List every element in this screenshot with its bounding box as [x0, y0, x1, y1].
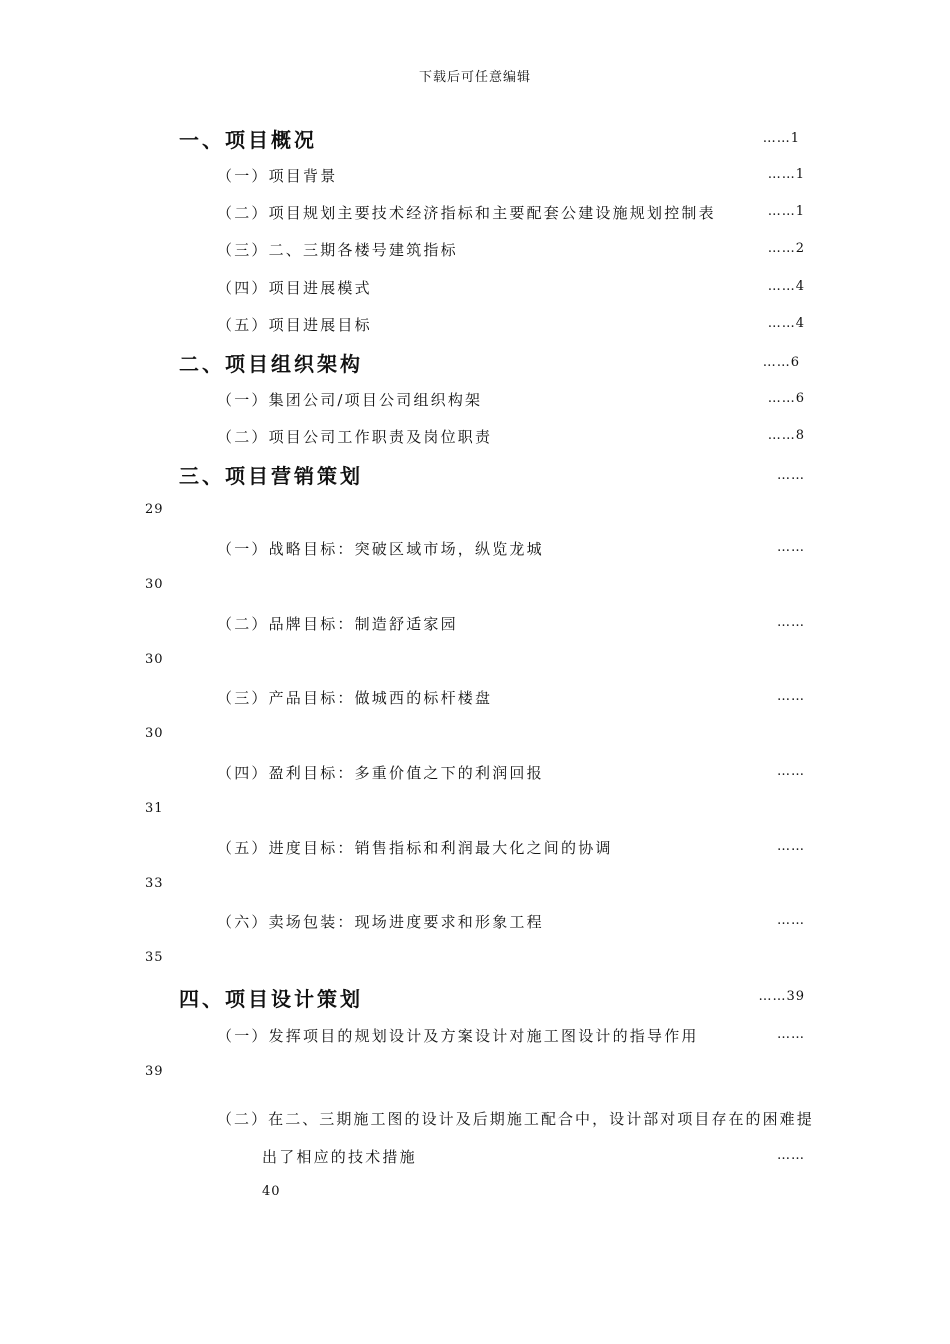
toc-page-3: 29 [145, 502, 164, 517]
toc-page: ……4 [767, 316, 805, 331]
toc-heading-1[interactable]: 一、项目概况 [179, 128, 317, 152]
page-header: 下载后可任意编辑 [418, 70, 531, 85]
toc-item-continuation[interactable]: 出了相应的技术措施 [262, 1148, 417, 1166]
toc-item[interactable]: （三）二、三期各楼号建筑指标 [217, 241, 458, 259]
toc-heading-3[interactable]: 三、项目营销策划 [179, 464, 363, 488]
toc-item[interactable]: （一）集团公司/项目公司组织构架 [217, 391, 483, 409]
toc-page: ……8 [767, 428, 805, 443]
toc-page: 33 [145, 876, 164, 891]
toc-page: 39 [145, 1064, 164, 1079]
toc-item[interactable]: （四）项目进展模式 [217, 279, 372, 297]
toc-page: 30 [145, 726, 164, 741]
toc-page-1: ……1 [762, 131, 800, 146]
toc-item[interactable]: （一）项目背景 [217, 167, 338, 185]
toc-page-dots: …… [777, 615, 805, 630]
toc-item[interactable]: （二）项目规划主要技术经济指标和主要配套公建设施规划控制表 [217, 204, 716, 222]
toc-page-dots: …… [777, 1027, 805, 1042]
toc-item[interactable]: （五）进度目标：销售指标和利润最大化之间的协调 [217, 839, 613, 857]
toc-page-dots: …… [777, 764, 805, 779]
toc-item[interactable]: （一）发挥项目的规划设计及方案设计对施工图设计的指导作用 [217, 1027, 699, 1045]
toc-item[interactable]: （三）产品目标：做城西的标杆楼盘 [217, 689, 493, 707]
toc-page-dots: …… [777, 540, 805, 555]
toc-page: 35 [145, 950, 164, 965]
toc-page: ……2 [767, 241, 805, 256]
toc-page-dots: …… [777, 689, 805, 704]
toc-page: 31 [145, 801, 164, 816]
toc-page: 30 [145, 577, 164, 592]
toc-page-2: ……6 [762, 355, 800, 370]
toc-item[interactable]: （四）盈利目标：多重价值之下的利润回报 [217, 764, 544, 782]
toc-page-dots: …… [777, 839, 805, 854]
toc-page-dots: …… [777, 1148, 805, 1163]
toc-item[interactable]: （二）在二、三期施工图的设计及后期施工配合中，设计部对项目存在的困难提 [217, 1110, 814, 1128]
toc-page: 30 [145, 652, 164, 667]
toc-page-4: ……39 [758, 989, 805, 1004]
toc-item[interactable]: （二）项目公司工作职责及岗位职责 [217, 428, 493, 446]
toc-item[interactable]: （二）品牌目标：制造舒适家园 [217, 615, 458, 633]
toc-page: ……1 [767, 167, 805, 182]
toc-page: ……4 [767, 279, 805, 294]
toc-item[interactable]: （一）战略目标：突破区域市场，纵览龙城 [217, 540, 544, 558]
toc-item[interactable]: （五）项目进展目标 [217, 316, 372, 334]
toc-page: 40 [262, 1184, 281, 1199]
toc-page: ……6 [767, 391, 805, 406]
toc-heading-4[interactable]: 四、项目设计策划 [179, 987, 363, 1011]
toc-page-dots: …… [777, 913, 805, 928]
toc-page-3-dots: …… [777, 468, 805, 483]
toc-heading-2[interactable]: 二、项目组织架构 [179, 352, 363, 376]
toc-item[interactable]: （六）卖场包装：现场进度要求和形象工程 [217, 913, 544, 931]
toc-page: ……1 [767, 204, 805, 219]
